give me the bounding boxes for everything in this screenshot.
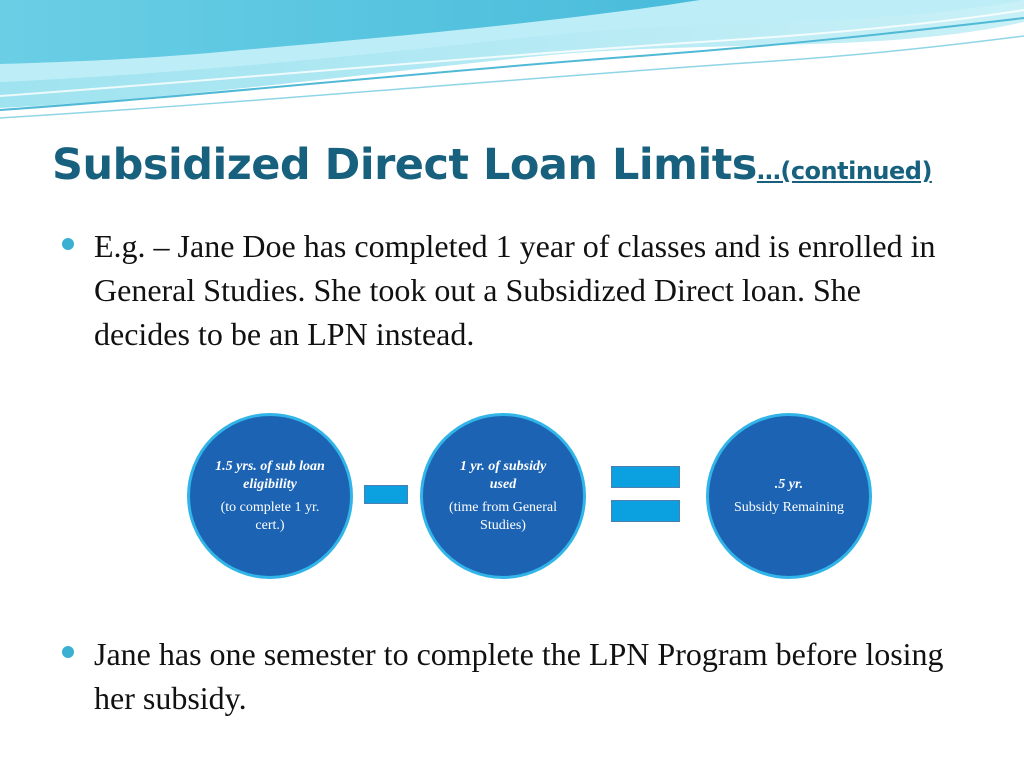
bullet-text: Jane has one semester to complete the LPN Program before losing her subsidy. — [94, 636, 944, 716]
bullet-item — [62, 224, 962, 356]
title-main: Subsidized Direct Loan Limits — [52, 140, 757, 190]
bullet-item — [62, 632, 962, 720]
equals-bar-top — [611, 466, 680, 488]
minus-sign-icon — [364, 485, 408, 504]
eligibility-circle — [187, 413, 353, 579]
subsidy-used-circle — [420, 413, 586, 579]
subsidy-remaining-circle — [706, 413, 872, 579]
header-wave-decoration — [0, 0, 1024, 130]
bullet-dot-icon — [62, 238, 74, 250]
equals-bar-bottom — [611, 500, 680, 522]
slide-title — [52, 140, 932, 190]
circle-heading: 1.5 yrs. of sub loan eligibility — [215, 458, 325, 492]
bullet-dot-icon — [62, 646, 74, 658]
circle-detail: (to complete 1 yr. cert.) — [220, 499, 320, 533]
circle-detail: Subsidy Remaining — [733, 499, 845, 515]
bullet-text: E.g. – Jane Doe has completed 1 year of classes and is enrolled in General Studies. She took out a Subsidized Direct loan. She decides to be an LPN instead. — [94, 228, 936, 352]
circle-detail: (time from General Studies) — [448, 499, 558, 533]
circle-heading: .5 yr. — [774, 476, 804, 492]
title-suffix: …(continued) — [756, 157, 932, 185]
circle-heading: 1 yr. of subsidy used — [459, 458, 547, 492]
